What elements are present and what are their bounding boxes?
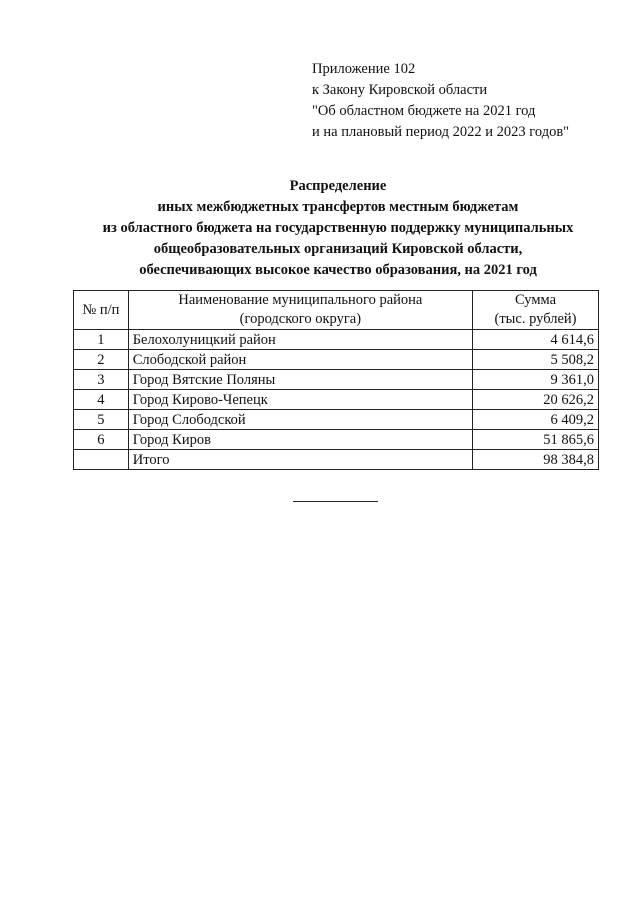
- row-sum: 6 409,2: [473, 410, 599, 430]
- row-sum: 9 361,0: [473, 370, 599, 390]
- total-num: [74, 450, 129, 470]
- header-num: [74, 291, 129, 330]
- transfers-table: [73, 290, 599, 470]
- appendix-law-title-line1: "Об областном бюджете на 2021 год: [312, 103, 536, 119]
- row-sum: 20 626,2: [473, 390, 599, 410]
- header-sum: [473, 291, 599, 330]
- table-total-row: [74, 450, 599, 470]
- row-num: 6: [74, 430, 129, 450]
- table-row: [74, 370, 599, 390]
- row-num: 2: [74, 350, 129, 370]
- table-row: [74, 330, 599, 350]
- header-name-line2: (городского округа): [239, 311, 362, 327]
- row-name: Город Кирово-Чепецк: [128, 390, 472, 410]
- appendix-law-reference: к Закону Кировской области: [312, 82, 488, 98]
- title-line-5: обеспечивающих высокое качество образования, на 2021 год: [139, 262, 537, 278]
- row-num: 4: [74, 390, 129, 410]
- total-sum: 98 384,8: [473, 450, 599, 470]
- row-name: Слободской район: [128, 350, 472, 370]
- row-name: Город Киров: [128, 430, 472, 450]
- row-sum: 51 865,6: [473, 430, 599, 450]
- title-line-3: из областного бюджета на государственную поддержку муниципальных: [102, 220, 574, 236]
- row-name: Город Вятские Поляны: [128, 370, 472, 390]
- title-line-1: Распределение: [289, 178, 387, 194]
- header-sum-line2: (тыс. рублей): [494, 311, 577, 327]
- document-title: [40, 176, 636, 281]
- row-name: Город Слободской: [128, 410, 472, 430]
- row-num: 5: [74, 410, 129, 430]
- table-row: [74, 430, 599, 450]
- table-row: [74, 390, 599, 410]
- appendix-law-title-line2: и на плановый период 2022 и 2023 годов": [312, 124, 570, 140]
- table-row: [74, 350, 599, 370]
- header-num-label: № п/п: [82, 301, 120, 318]
- header-sum-line1: Сумма: [514, 292, 557, 308]
- row-sum: 5 508,2: [473, 350, 599, 370]
- title-line-4: общеобразовательных организаций Кировской области,: [153, 241, 523, 257]
- header-name: [128, 291, 472, 330]
- row-num: 1: [74, 330, 129, 350]
- end-divider: [293, 501, 378, 502]
- row-sum: 4 614,6: [473, 330, 599, 350]
- table-header-row: [74, 291, 599, 330]
- total-label: Итого: [128, 450, 472, 470]
- table-row: [74, 410, 599, 430]
- title-line-2: иных межбюджетных трансфертов местным бюджетам: [157, 199, 519, 215]
- row-name: Белохолуницкий район: [128, 330, 472, 350]
- header-name-line1: Наименование муниципального района: [178, 292, 423, 308]
- row-num: 3: [74, 370, 129, 390]
- appendix-number: Приложение 102: [312, 61, 416, 77]
- appendix-reference: [312, 59, 632, 143]
